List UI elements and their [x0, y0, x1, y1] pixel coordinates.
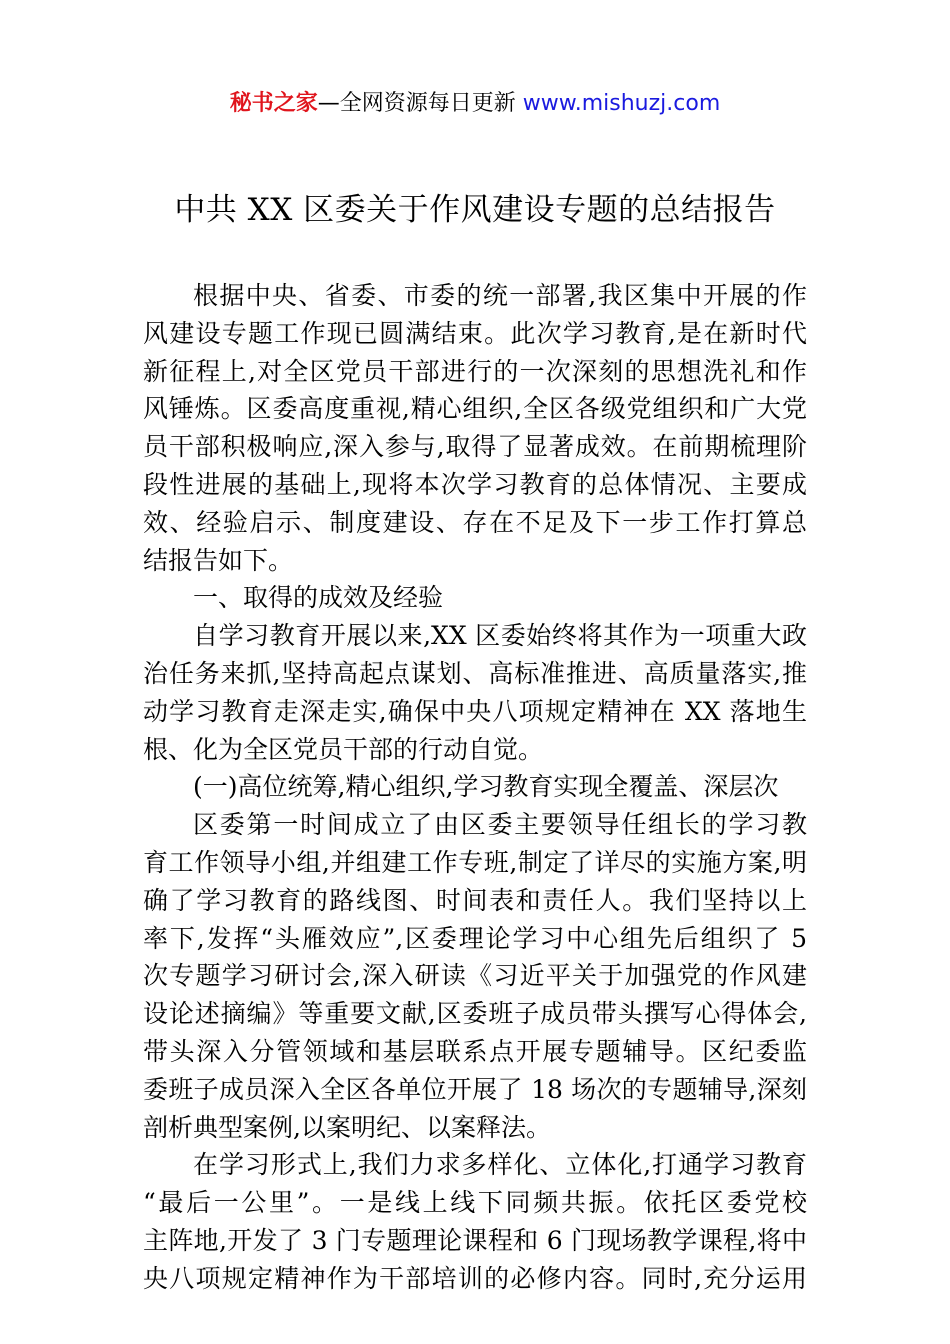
paragraph-line: 区委第一时间成立了由区委主要领导任组长的学习教 [193, 810, 807, 840]
paragraph-line: 效、经验启示、制度建设、存在不足及下一步工作打算总 [143, 507, 807, 537]
paragraph-line: 治任务来抓,坚持高起点谋划、高标准推进、高质量落实,推 [143, 658, 807, 688]
paragraph-line: 风建设专题工作现已圆满结束。此次学习教育,是在新时代 [143, 318, 807, 348]
document-title: 中共 XX 区委关于作风建设专题的总结报告 [174, 192, 776, 228]
paragraph-line: 剖析典型案例,以案明纪、以案释法。 [143, 1112, 551, 1142]
site-tagline: —全网资源每日更新 [317, 91, 516, 116]
paragraph-line: 育工作领导小组,并组建工作专班,制定了详尽的实施方案,明 [143, 847, 807, 877]
paragraph-line: 次专题学习研讨会,深入研读《习近平关于加强党的作风建 [143, 961, 807, 991]
paragraph-line: 确了学习教育的路线图、时间表和责任人。我们坚持以上 [143, 885, 807, 915]
site-header [0, 88, 950, 120]
paragraph-line: 段性进展的基础上,现将本次学习教育的总体情况、主要成 [143, 469, 807, 499]
document-body [143, 277, 807, 1298]
paragraph-line: 动学习教育走深走实,确保中央八项规定精神在 XX 落地生 [143, 696, 807, 726]
paragraph-line: 新征程上,对全区党员干部进行的一次深刻的思想洗礼和作 [143, 356, 807, 386]
subsection-heading: (一)高位统筹,精心组织,学习教育实现全覆盖、深层次 [193, 772, 779, 802]
section-heading: 一、取得的成效及经验 [193, 583, 444, 613]
paragraph-line: 率下,发挥“头雁效应”,区委理论学习中心组先后组织了 5 [143, 923, 807, 953]
paragraph-line: 委班子成员深入全区各单位开展了 18 场次的专题辅导,深刻 [143, 1074, 807, 1104]
paragraph-line: 结报告如下。 [143, 545, 294, 575]
paragraph-line: 根、化为全区党员干部的行动自觉。 [143, 734, 544, 764]
paragraph-line: 央八项规定精神作为干部培训的必修内容。同时,充分运用 [143, 1263, 807, 1293]
site-brand: 秘书之家 [229, 91, 318, 116]
paragraph-line: 主阵地,开发了 3 门专题理论课程和 6 门现场教学课程,将中 [143, 1225, 807, 1255]
paragraph-line: 设论述摘编》等重要文献,区委班子成员带头撰写心得体会, [143, 999, 807, 1029]
paragraph-line: 员干部积极响应,深入参与,取得了显著成效。在前期梳理阶 [143, 432, 807, 462]
paragraph-line: 带头深入分管领域和基层联系点开展专题辅导。区纪委监 [143, 1036, 807, 1066]
paragraph-line: 根据中央、省委、市委的统一部署,我区集中开展的作 [193, 281, 807, 310]
paragraph-line: 风锤炼。区委高度重视,精心组织,全区各级党组织和广大党 [143, 394, 807, 424]
paragraph-line: 自学习教育开展以来,XX 区委始终将其作为一项重大政 [193, 621, 807, 651]
site-url-link[interactable]: www.mishuzj.com [522, 91, 721, 116]
paragraph-line: 在学习形式上,我们力求多样化、立体化,打通学习教育 [193, 1150, 807, 1180]
paragraph-line: “最后一公里”。一是线上线下同频共振。依托区委党校 [143, 1188, 807, 1218]
